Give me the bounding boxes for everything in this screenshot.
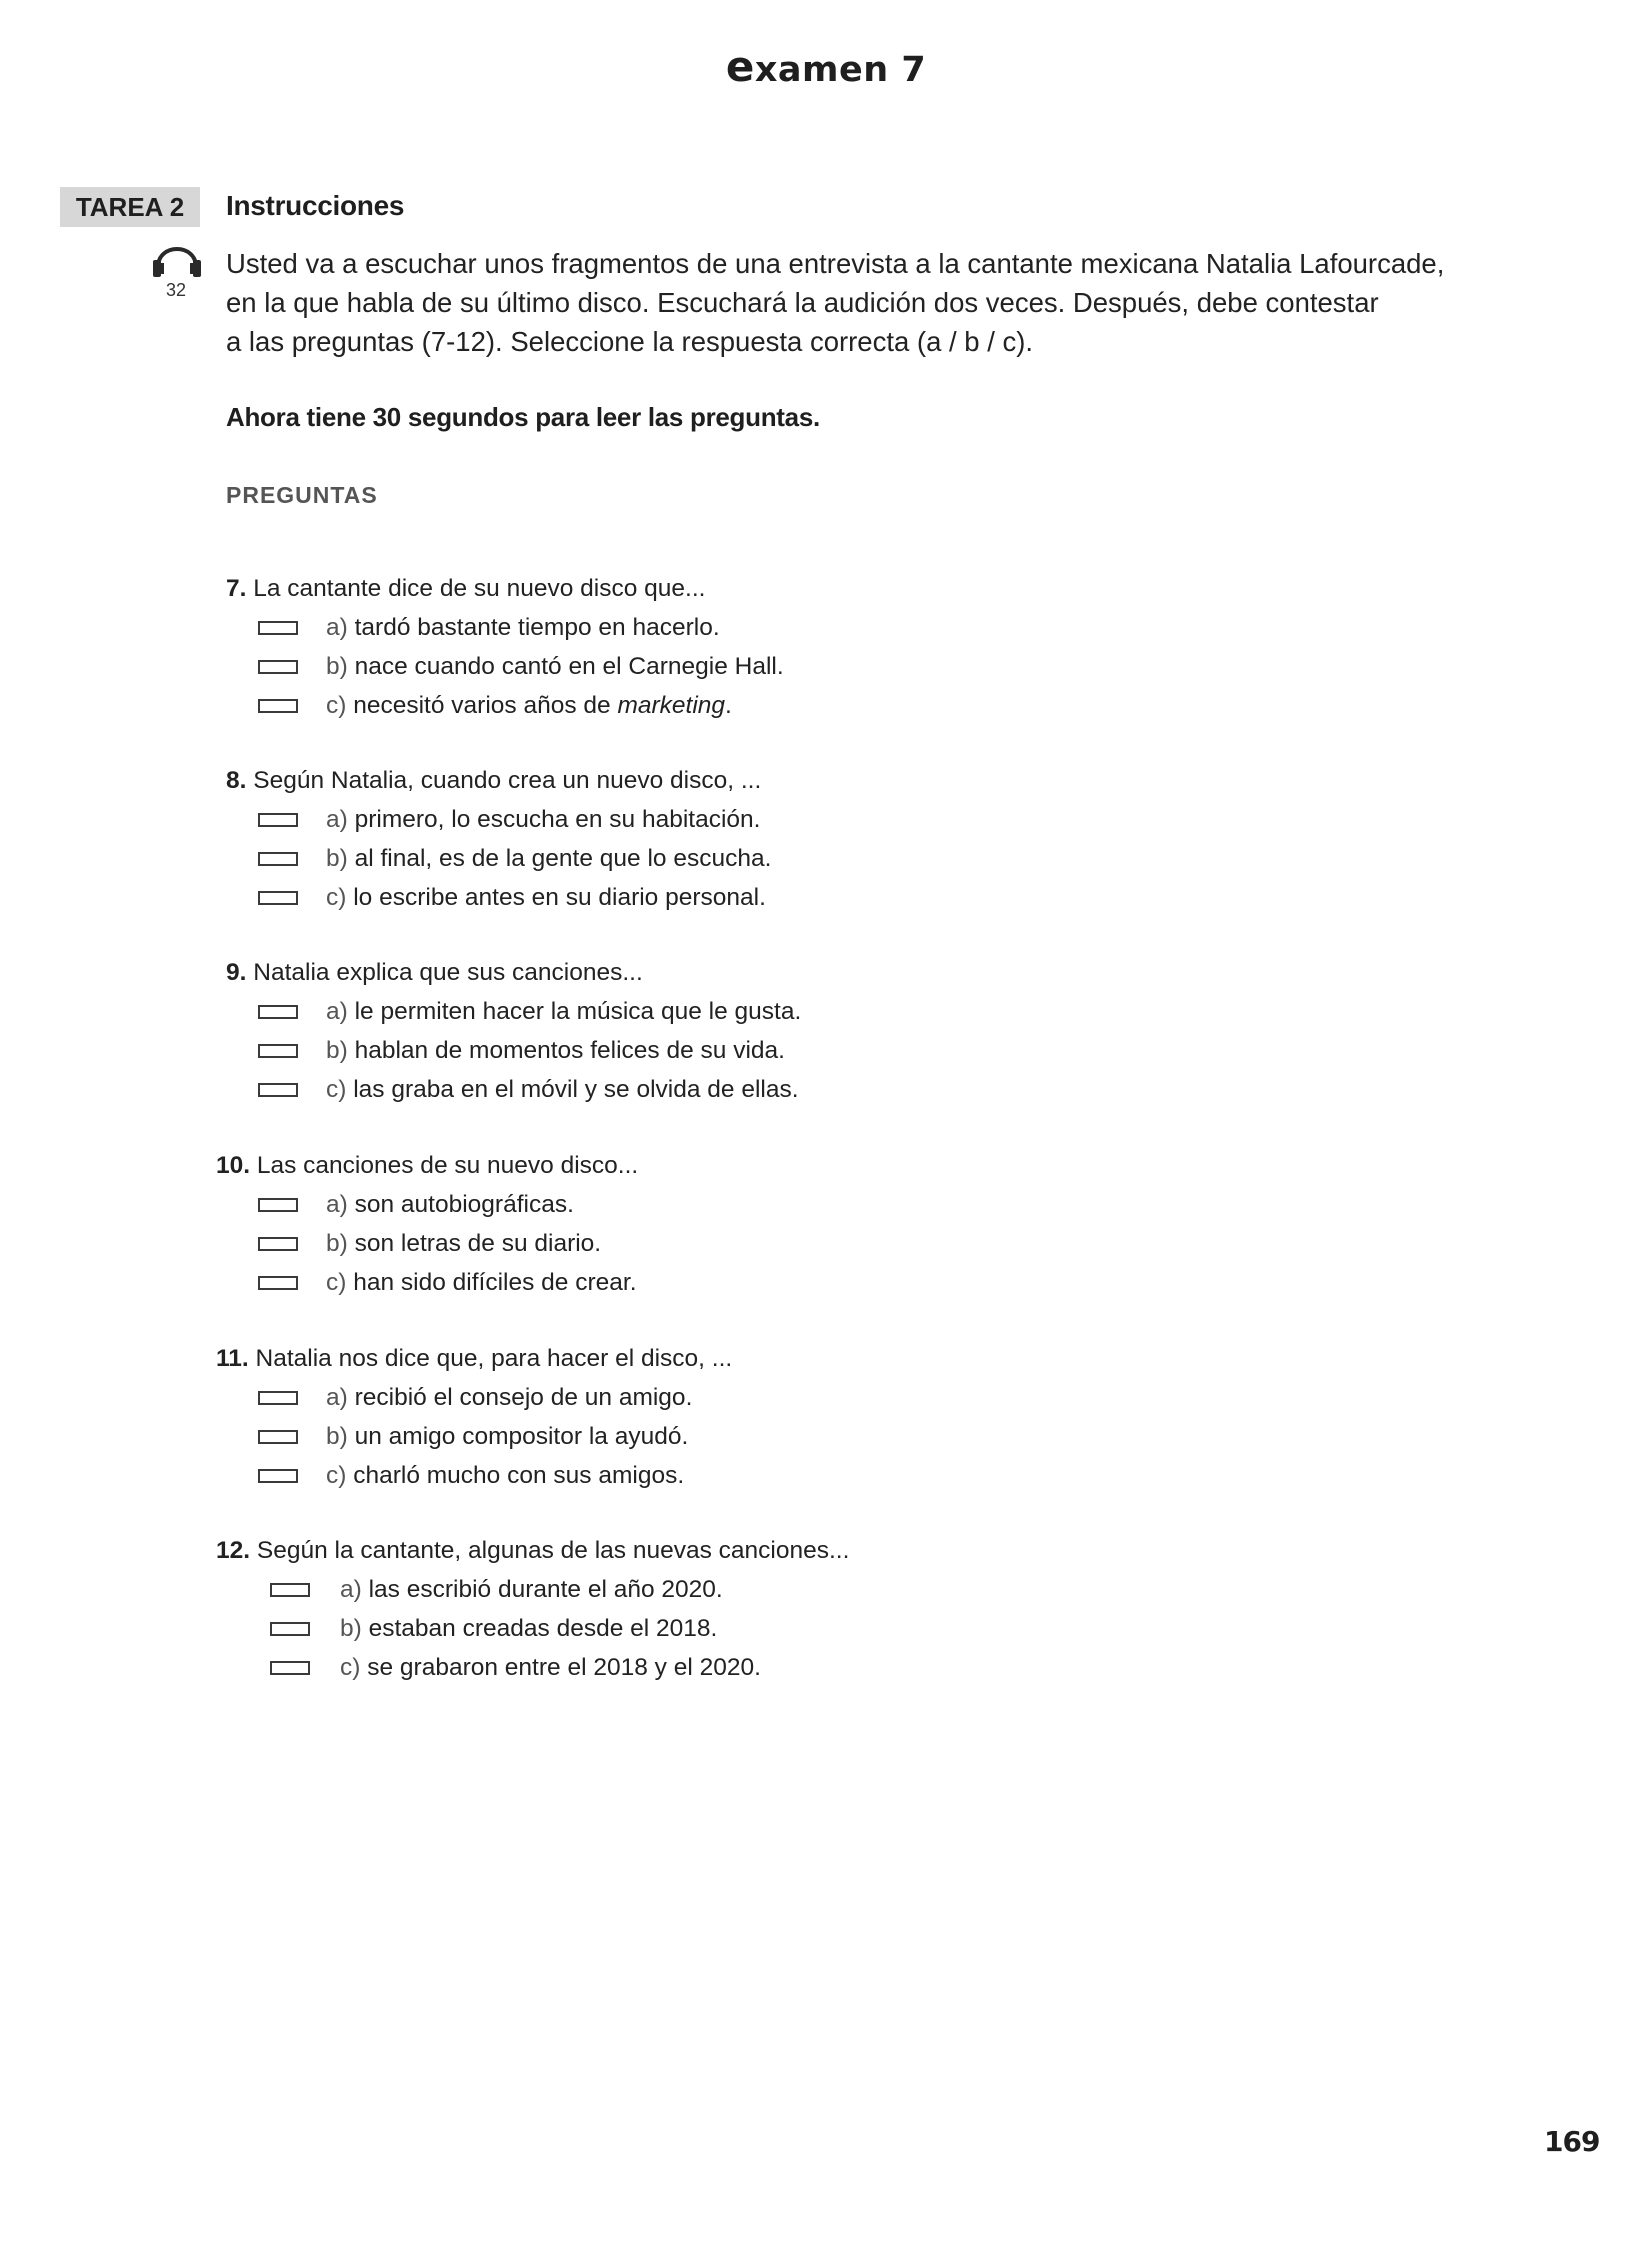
- question-number: 10.: [216, 1152, 251, 1179]
- question-text: [216, 1532, 849, 1570]
- instructions-text: [226, 244, 1476, 361]
- answer-label: [340, 1570, 723, 1609]
- answer-label: [326, 878, 766, 917]
- question-prompt: Natalia nos dice que, para hacer el disco, ...: [255, 1345, 733, 1372]
- answer-label: [326, 800, 760, 839]
- option-text: son autobiográficas.: [354, 1191, 574, 1218]
- option-letter: c): [340, 1654, 361, 1681]
- answer-label: [340, 1648, 761, 1687]
- question-10: [216, 1147, 638, 1302]
- answer-checkbox[interactable]: [258, 1005, 298, 1019]
- option-text: tardó bastante tiempo en hacerlo.: [354, 614, 720, 641]
- instructions-line: Usted va a escuchar unos fragmentos de una entrevista a la cantante mexicana Natalia Lafourcade,: [226, 248, 1445, 279]
- answer-option[interactable]: [216, 1378, 732, 1417]
- answer-option[interactable]: [226, 608, 720, 647]
- instructions-line: en la que habla de su último disco. Escuchará la audición dos veces. Después, debe contestar: [226, 287, 1379, 318]
- option-text: hablan de momentos felices de su vida.: [354, 1037, 785, 1064]
- answer-option[interactable]: [216, 1456, 732, 1495]
- answer-option[interactable]: [226, 1031, 785, 1070]
- option-letter: a): [326, 998, 348, 1025]
- question-number: 9.: [226, 959, 247, 986]
- answer-option[interactable]: [226, 992, 802, 1031]
- answer-checkbox[interactable]: [258, 852, 298, 866]
- answer-checkbox[interactable]: [258, 1391, 298, 1405]
- option-letter: c): [326, 692, 347, 719]
- option-letter: a): [326, 1384, 348, 1411]
- answer-option[interactable]: [216, 1263, 638, 1302]
- answer-label: [326, 1031, 785, 1070]
- option-letter: a): [326, 1191, 348, 1218]
- question-text: [216, 1147, 638, 1185]
- question-7: [226, 570, 784, 725]
- question-prompt: Según Natalia, cuando crea un nuevo disco, ...: [253, 767, 762, 794]
- answer-option[interactable]: [226, 1070, 799, 1109]
- option-text: lo escribe antes en su diario personal.: [353, 884, 766, 911]
- option-text: las graba en el móvil y se olvida de ellas.: [353, 1076, 799, 1103]
- question-number: 7.: [226, 575, 247, 602]
- option-text: han sido difíciles de crear.: [353, 1269, 637, 1296]
- question-12: [216, 1532, 849, 1687]
- answer-option[interactable]: [226, 839, 772, 878]
- answer-checkbox[interactable]: [258, 660, 298, 674]
- question-text: [216, 1340, 732, 1378]
- option-letter: b): [340, 1615, 362, 1642]
- answer-checkbox[interactable]: [258, 699, 298, 713]
- answer-checkbox[interactable]: [258, 1430, 298, 1444]
- option-letter: c): [326, 1269, 347, 1296]
- question-prompt: Las canciones de su nuevo disco...: [256, 1152, 639, 1179]
- answer-checkbox[interactable]: [270, 1622, 310, 1636]
- answer-label: [340, 1609, 717, 1648]
- option-text: primero, lo escucha en su habitación.: [354, 806, 761, 833]
- option-text: le permiten hacer la música que le gusta.: [354, 998, 802, 1025]
- answer-option[interactable]: [216, 1224, 638, 1263]
- answer-option[interactable]: [216, 1185, 638, 1224]
- answer-checkbox[interactable]: [270, 1661, 310, 1675]
- option-text: necesitó varios años de: [353, 692, 618, 719]
- question-8: [226, 762, 772, 917]
- question-number: 11.: [216, 1345, 249, 1372]
- audio-track-number: 32: [166, 280, 187, 300]
- option-letter: b): [326, 653, 348, 680]
- answer-checkbox[interactable]: [258, 891, 298, 905]
- answer-checkbox[interactable]: [270, 1583, 310, 1597]
- option-letter: a): [326, 614, 348, 641]
- answer-checkbox[interactable]: [258, 1469, 298, 1483]
- time-note: Ahora tiene 30 segundos para leer las preguntas.: [226, 402, 820, 432]
- answer-option[interactable]: [226, 647, 784, 686]
- answer-option[interactable]: [216, 1609, 849, 1648]
- option-text: las escribió durante el año 2020.: [368, 1576, 723, 1603]
- option-text-suffix: .: [725, 692, 732, 719]
- page-title: examen 7: [725, 42, 927, 91]
- option-text: se grabaron entre el 2018 y el 2020.: [367, 1654, 761, 1681]
- option-letter: a): [326, 806, 348, 833]
- question-prompt: Natalia explica que sus canciones...: [253, 959, 643, 986]
- answer-label: [326, 1263, 637, 1302]
- option-text-italic: marketing: [617, 692, 726, 719]
- answer-label: [326, 686, 732, 725]
- question-11: [216, 1340, 732, 1495]
- option-letter: a): [340, 1576, 362, 1603]
- question-number: 12.: [216, 1537, 251, 1564]
- question-prompt: Según la cantante, algunas de las nuevas canciones...: [256, 1537, 850, 1564]
- instructions-line: a las preguntas (7-12). Seleccione la respuesta correcta (a / b / c).: [226, 326, 1034, 357]
- answer-label: [326, 992, 801, 1031]
- answer-checkbox[interactable]: [258, 813, 298, 827]
- question-9: [226, 954, 802, 1109]
- question-prompt: La cantante dice de su nuevo disco que...: [253, 575, 706, 602]
- answer-label: [326, 839, 771, 878]
- option-letter: c): [326, 1462, 347, 1489]
- answer-checkbox[interactable]: [258, 1237, 298, 1251]
- answer-label: [326, 608, 720, 647]
- answer-label: [326, 1378, 692, 1417]
- question-text: [226, 570, 705, 608]
- answer-option[interactable]: [216, 1417, 732, 1456]
- answer-checkbox[interactable]: [258, 1044, 298, 1058]
- questions-heading: PREGUNTAS: [226, 482, 378, 508]
- page-number: 169: [1544, 2125, 1600, 2158]
- answer-label: [326, 647, 784, 686]
- answer-option[interactable]: [226, 878, 766, 917]
- option-text: son letras de su diario.: [354, 1230, 602, 1257]
- section-heading: Instrucciones: [226, 190, 405, 221]
- option-letter: b): [326, 1037, 348, 1064]
- question-number: 8.: [226, 767, 247, 794]
- question-text: [226, 762, 761, 800]
- answer-checkbox[interactable]: [258, 1083, 298, 1097]
- answer-checkbox[interactable]: [258, 1276, 298, 1290]
- answer-label: [326, 1224, 601, 1263]
- answer-checkbox[interactable]: [258, 621, 298, 635]
- option-letter: b): [326, 1230, 348, 1257]
- task-badge: TAREA 2: [60, 187, 200, 227]
- answer-checkbox[interactable]: [258, 1198, 298, 1212]
- option-letter: b): [326, 1423, 348, 1450]
- answer-label: [326, 1417, 688, 1456]
- option-text: nace cuando cantó en el Carnegie Hall.: [354, 653, 784, 680]
- answer-option[interactable]: [216, 1648, 849, 1687]
- question-text: [226, 954, 643, 992]
- option-letter: c): [326, 884, 347, 911]
- headphones-icon: [150, 233, 204, 279]
- option-text: al final, es de la gente que lo escucha.: [354, 845, 772, 872]
- answer-label: [326, 1456, 684, 1495]
- option-text: un amigo compositor la ayudó.: [354, 1423, 689, 1450]
- option-letter: c): [326, 1076, 347, 1103]
- answer-option[interactable]: [216, 1570, 849, 1609]
- option-text: charló mucho con sus amigos.: [353, 1462, 685, 1489]
- answer-option[interactable]: [226, 800, 761, 839]
- option-letter: b): [326, 845, 348, 872]
- option-text: recibió el consejo de un amigo.: [354, 1384, 693, 1411]
- answer-option[interactable]: [226, 686, 732, 725]
- answer-label: [326, 1070, 799, 1109]
- option-text: estaban creadas desde el 2018.: [368, 1615, 718, 1642]
- answer-label: [326, 1185, 574, 1224]
